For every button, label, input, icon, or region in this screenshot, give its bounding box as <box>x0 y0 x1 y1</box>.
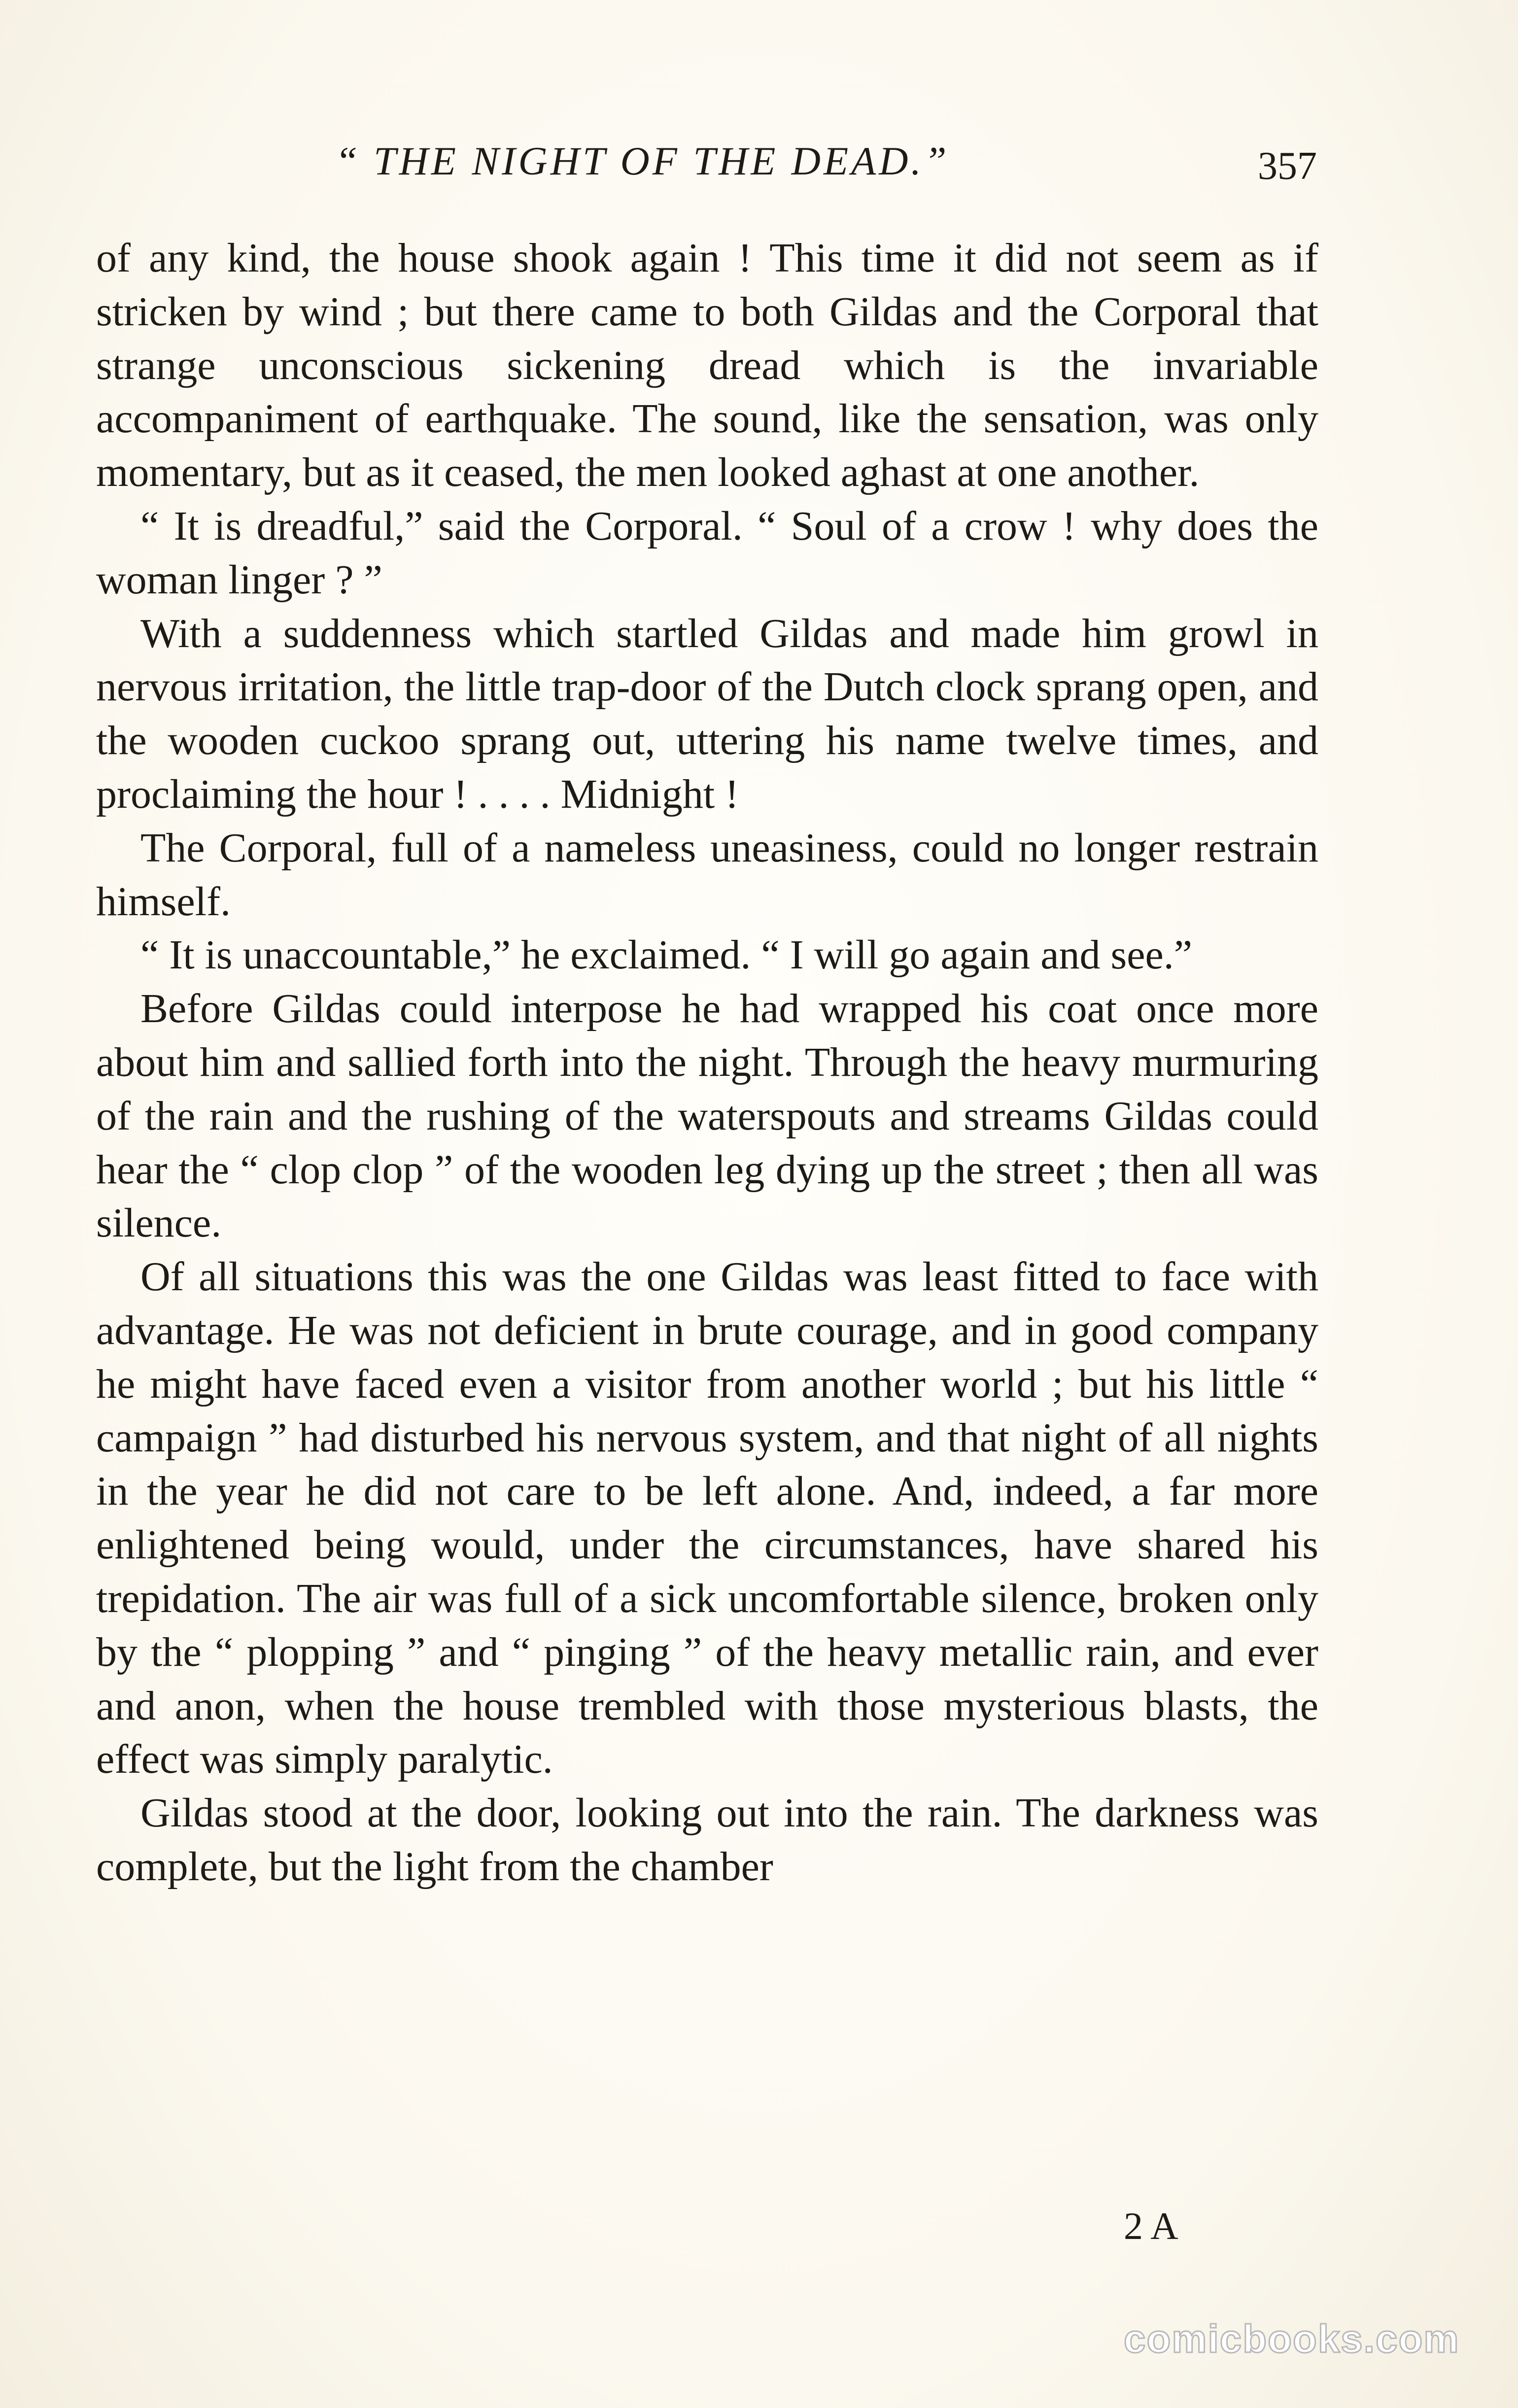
body-text <box>96 232 1318 1894</box>
signature-mark: 2 A <box>1124 2204 1178 2247</box>
page-number: 357 <box>1258 144 1317 188</box>
paragraph: “ It is unaccountable,” he exclaimed. “ I will go again and see.” <box>140 932 1193 978</box>
paragraph: Of all situations this was the one Gildas was least fitted to face with advantage. He was not deficient in brute courage, and in good company he might have faced even a visitor from another world ; but his little “ campaign ” had disturbed his nervous system, and that night of all nights in the year he did not care to be left alone. And, indeed, a far more enlightened being would, under the circumstances, have shared his trepidation. The air was full of a sick uncomfortable silence, broken only by the “ plopping ” and “ pinging ” of the heavy metallic rain, and ever and anon, when the house trembled with those mysterious blasts, the effect was simply paralytic. <box>96 1254 1318 1783</box>
paragraph: The Corporal, full of a nameless uneasiness, could no longer restrain himself. <box>96 825 1318 925</box>
running-title: “ THE NIGHT OF THE DEAD.” <box>335 138 950 183</box>
paragraph: With a suddenness which startled Gildas and made him growl in nervous irritation, the little trap-door of the Dutch clock sprang open, and the wooden cuckoo sprang out, uttering his name twelve times, and proclaiming the hour ! . . . . Midnight ! <box>96 610 1318 817</box>
watermark-logo: comicbooks.com <box>1124 2317 1460 2361</box>
paragraph-continuation: of any kind, the house shook again ! This time it did not seem as if stricken by wind ; but there came to both Gildas and the Corporal that strange unconscious sickening dread which is the invariable accompaniment of earthquake. The sound, like the sensation, was only momentary, but as it ceased, the men looked aghast at one another. <box>96 235 1318 496</box>
paragraph: Before Gildas could interpose he had wrapped his coat once more about him and sallied forth into the night. Through the heavy murmuring of the rain and the rushing of the waterspouts and streams Gildas could hear the “ clop clop ” of the wooden leg dying up the street ; then all was silence. <box>96 986 1318 1246</box>
paragraph: Gildas stood at the door, looking out into the rain. The darkness was complete, but the light from the chamber <box>96 1790 1318 1890</box>
paragraph: “ It is dreadful,” said the Corporal. “ Soul of a crow ! why does the woman linger ? ” <box>96 503 1318 603</box>
